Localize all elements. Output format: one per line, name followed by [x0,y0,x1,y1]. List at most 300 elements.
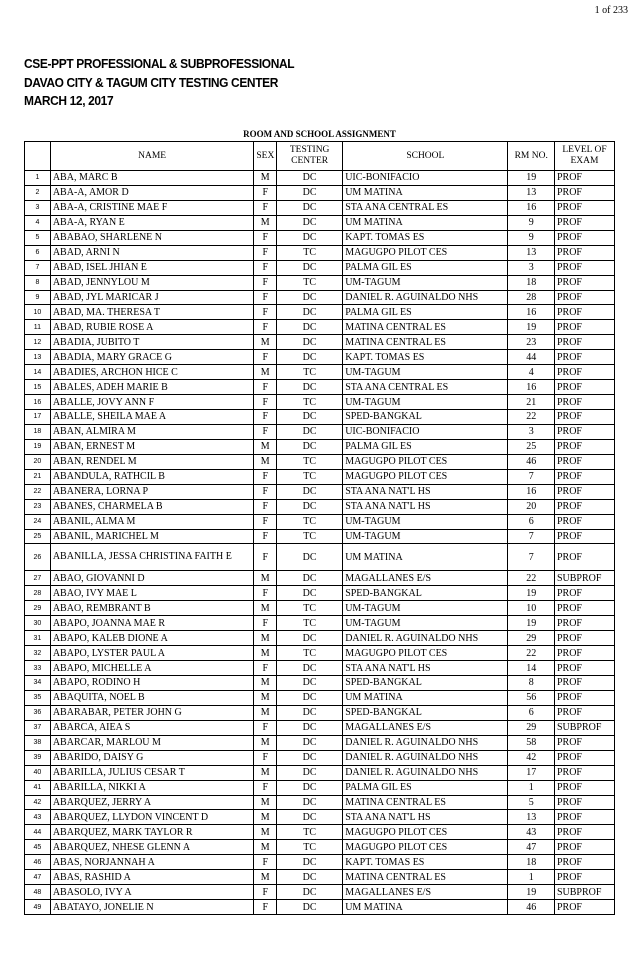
cell-center: DC [277,320,343,335]
table-row [25,245,615,260]
cell-room: 1 [508,780,554,795]
cell-center: DC [277,290,343,305]
table-row [25,544,615,571]
cell-name: ABAN, RENDEL M [50,454,254,469]
cell-number: 36 [25,705,51,720]
cell-school: SPED-BANGKAL [343,586,508,601]
table-row [25,484,615,499]
table-row [25,529,615,544]
cell-room: 9 [508,230,554,245]
cell-sex: F [254,529,277,544]
table-row [25,690,615,705]
table-row [25,810,615,825]
cell-name: ABAO, GIOVANNI D [50,571,254,586]
cell-name: ABARILLA, NIKKI A [50,780,254,795]
cell-number: 40 [25,765,51,780]
cell-sex: F [254,750,277,765]
cell-name: ABAD, ISEL JHIAN E [50,260,254,275]
cell-level: PROF [554,529,614,544]
table-row [25,275,615,290]
cell-school: MATINA CENTRAL ES [343,335,508,350]
cell-name: ABASOLO, IVY A [50,885,254,900]
table-row [25,171,615,186]
cell-number: 42 [25,795,51,810]
cell-sex: F [254,586,277,601]
cell-number: 18 [25,424,51,439]
cell-number: 24 [25,514,51,529]
cell-room: 19 [508,616,554,631]
cell-sex: M [254,840,277,855]
cell-name: ABAPO, LYSTER PAUL A [50,646,254,661]
cell-school: UM-TAGUM [343,514,508,529]
cell-center: DC [277,631,343,646]
cell-room: 44 [508,350,554,365]
cell-name: ABANILLA, JESSA CHRISTINA FAITH E [50,544,254,571]
cell-center: DC [277,870,343,885]
table-row [25,825,615,840]
table-row [25,855,615,870]
cell-number: 7 [25,260,51,275]
cell-center: DC [277,260,343,275]
cell-name: ABARILLA, JULIUS CESAR T [50,765,254,780]
header-date-line: MARCH 12, 2017 [24,93,114,108]
cell-level: PROF [554,484,614,499]
cell-level: PROF [554,616,614,631]
cell-level: PROF [554,380,614,395]
table-row [25,200,615,215]
cell-room: 29 [508,631,554,646]
cell-sex: F [254,469,277,484]
cell-number: 10 [25,305,51,320]
cell-name: ABAD, RUBIE ROSE A [50,320,254,335]
cell-school: UM-TAGUM [343,275,508,290]
cell-name: ABARABAR, PETER JOHN G [50,705,254,720]
table-header-row [25,142,615,171]
cell-sex: F [254,380,277,395]
cell-sex: M [254,439,277,454]
cell-name: ABA-A, AMOR D [50,185,254,200]
table-row [25,365,615,380]
cell-sex: M [254,646,277,661]
cell-name: ABAPO, MICHELLE A [50,661,254,676]
table-row [25,395,615,410]
cell-room: 14 [508,661,554,676]
cell-sex: M [254,870,277,885]
cell-level: PROF [554,601,614,616]
cell-sex: F [254,780,277,795]
cell-number: 14 [25,365,51,380]
cell-level: SUBPROF [554,720,614,735]
page-number: 1 of 233 [594,5,628,16]
cell-school: MAGALLANES E/S [343,720,508,735]
cell-room: 58 [508,735,554,750]
cell-center: TC [277,825,343,840]
cell-room: 29 [508,720,554,735]
cell-name: ABAD, ARNI N [50,245,254,260]
cell-room: 21 [508,395,554,410]
table-row [25,676,615,691]
cell-sex: F [254,290,277,305]
cell-school: KAPT. TOMAS ES [343,230,508,245]
cell-number: 15 [25,380,51,395]
cell-number: 26 [25,544,51,571]
cell-center: DC [277,586,343,601]
cell-level: PROF [554,690,614,705]
cell-school: PALMA GIL ES [343,439,508,454]
cell-room: 16 [508,305,554,320]
cell-school: DANIEL R. AGUINALDO NHS [343,631,508,646]
cell-center: TC [277,616,343,631]
cell-level: PROF [554,870,614,885]
cell-name: ABALLE, SHEILA MAE A [50,410,254,425]
cell-center: DC [277,215,343,230]
cell-number: 1 [25,171,51,186]
cell-school: DANIEL R. AGUINALDO NHS [343,290,508,305]
cell-room: 1 [508,870,554,885]
cell-center: TC [277,840,343,855]
cell-room: 28 [508,290,554,305]
cell-level: PROF [554,395,614,410]
header-name: NAME [50,142,254,171]
cell-number: 11 [25,320,51,335]
cell-school: STA ANA CENTRAL ES [343,200,508,215]
cell-room: 22 [508,410,554,425]
cell-room: 17 [508,765,554,780]
cell-level: PROF [554,260,614,275]
cell-number: 30 [25,616,51,631]
cell-level: PROF [554,810,614,825]
cell-level: SUBPROF [554,885,614,900]
cell-name: ABAN, ALMIRA M [50,424,254,439]
table-row [25,885,615,900]
cell-sex: M [254,571,277,586]
cell-level: PROF [554,185,614,200]
cell-name: ABAQUITA, NOEL B [50,690,254,705]
cell-school: MAGUGPO PILOT CES [343,840,508,855]
cell-level: PROF [554,499,614,514]
cell-sex: M [254,215,277,230]
cell-school: MAGUGPO PILOT CES [343,646,508,661]
cell-number: 35 [25,690,51,705]
header-room-number: RM NO. [508,142,554,171]
cell-center: TC [277,529,343,544]
cell-level: PROF [554,544,614,571]
cell-sex: M [254,631,277,646]
cell-sex: F [254,185,277,200]
table-row [25,586,615,601]
cell-level: PROF [554,230,614,245]
cell-number: 41 [25,780,51,795]
cell-name: ABAPO, RODINO H [50,676,254,691]
cell-level: PROF [554,705,614,720]
cell-sex: F [254,616,277,631]
table-row [25,735,615,750]
cell-sex: F [254,855,277,870]
cell-room: 13 [508,185,554,200]
cell-center: TC [277,646,343,661]
cell-number: 31 [25,631,51,646]
table-row [25,616,615,631]
cell-school: UM-TAGUM [343,616,508,631]
cell-center: TC [277,275,343,290]
cell-school: MAGUGPO PILOT CES [343,469,508,484]
cell-school: UM-TAGUM [343,601,508,616]
cell-number: 47 [25,870,51,885]
cell-name: ABAPO, KALEB DIONE A [50,631,254,646]
cell-level: SUBPROF [554,571,614,586]
cell-room: 56 [508,690,554,705]
cell-level: PROF [554,320,614,335]
cell-room: 5 [508,795,554,810]
cell-number: 38 [25,735,51,750]
cell-level: PROF [554,735,614,750]
table-row [25,469,615,484]
header-title-line: CSE-PPT PROFESSIONAL & SUBPROFESSIONAL [24,56,295,71]
cell-number: 13 [25,350,51,365]
cell-level: PROF [554,305,614,320]
cell-center: DC [277,900,343,915]
cell-name: ABAD, MA. THERESA T [50,305,254,320]
cell-room: 7 [508,469,554,484]
cell-sex: M [254,335,277,350]
cell-name: ABALES, ADEH MARIE B [50,380,254,395]
cell-level: PROF [554,365,614,380]
cell-number: 48 [25,885,51,900]
cell-school: MATINA CENTRAL ES [343,870,508,885]
cell-level: PROF [554,410,614,425]
cell-school: DANIEL R. AGUINALDO NHS [343,735,508,750]
cell-center: DC [277,690,343,705]
cell-name: ABAO, REMBRANT B [50,601,254,616]
cell-school: MAGUGPO PILOT CES [343,245,508,260]
cell-sex: F [254,245,277,260]
cell-level: PROF [554,855,614,870]
cell-room: 7 [508,544,554,571]
cell-room: 13 [508,810,554,825]
cell-level: PROF [554,825,614,840]
cell-number: 20 [25,454,51,469]
cell-room: 16 [508,380,554,395]
cell-name: ABAO, IVY MAE L [50,586,254,601]
cell-school: MATINA CENTRAL ES [343,795,508,810]
cell-school: DANIEL R. AGUINALDO NHS [343,750,508,765]
cell-sex: M [254,454,277,469]
cell-school: STA ANA NAT'L HS [343,484,508,499]
table-caption: ROOM AND SCHOOL ASSIGNMENT [243,129,396,139]
cell-center: TC [277,514,343,529]
cell-name: ABARCAR, MARLOU M [50,735,254,750]
header-level-of-exam: LEVEL OF EXAM [554,142,614,171]
table-row [25,780,615,795]
cell-name: ABADIA, JUBITO T [50,335,254,350]
table-row [25,320,615,335]
cell-room: 42 [508,750,554,765]
cell-level: PROF [554,469,614,484]
table-row [25,260,615,275]
cell-center: DC [277,230,343,245]
cell-school: UM-TAGUM [343,395,508,410]
cell-center: DC [277,171,343,186]
cell-level: PROF [554,795,614,810]
cell-number: 16 [25,395,51,410]
cell-sex: F [254,395,277,410]
cell-name: ABAS, NORJANNAH A [50,855,254,870]
cell-level: PROF [554,631,614,646]
table-row [25,230,615,245]
cell-room: 43 [508,825,554,840]
table-row [25,705,615,720]
table-row [25,514,615,529]
cell-number: 3 [25,200,51,215]
cell-school: UM MATINA [343,900,508,915]
cell-center: TC [277,469,343,484]
cell-sex: F [254,305,277,320]
cell-room: 13 [508,245,554,260]
header-center-line: DAVAO CITY & TAGUM CITY TESTING CENTER [24,74,279,90]
cell-room: 3 [508,260,554,275]
cell-sex: F [254,544,277,571]
cell-level: PROF [554,765,614,780]
cell-school: STA ANA NAT'L HS [343,499,508,514]
cell-name: ABARQUEZ, MARK TAYLOR R [50,825,254,840]
cell-number: 22 [25,484,51,499]
cell-room: 16 [508,484,554,499]
cell-number: 32 [25,646,51,661]
cell-number: 27 [25,571,51,586]
cell-center: DC [277,185,343,200]
cell-school: UIC-BONIFACIO [343,424,508,439]
cell-name: ABARQUEZ, NHESE GLENN A [50,840,254,855]
cell-name: ABALLE, JOVY ANN F [50,395,254,410]
cell-school: STA ANA NAT'L HS [343,810,508,825]
table-row [25,661,615,676]
cell-room: 9 [508,215,554,230]
table-row [25,380,615,395]
cell-room: 23 [508,335,554,350]
cell-center: DC [277,720,343,735]
table-row [25,350,615,365]
cell-center: DC [277,380,343,395]
cell-center: DC [277,780,343,795]
cell-center: TC [277,395,343,410]
cell-center: DC [277,200,343,215]
cell-name: ABANES, CHARMELA B [50,499,254,514]
table-row [25,454,615,469]
cell-sex: F [254,499,277,514]
cell-sex: M [254,765,277,780]
cell-room: 4 [508,365,554,380]
table-row [25,720,615,735]
cell-center: DC [277,410,343,425]
cell-sex: M [254,676,277,691]
cell-sex: F [254,484,277,499]
cell-room: 3 [508,424,554,439]
cell-level: PROF [554,840,614,855]
cell-name: ABAPO, JOANNA MAE R [50,616,254,631]
cell-number: 6 [25,245,51,260]
table-row [25,840,615,855]
cell-room: 46 [508,900,554,915]
cell-center: DC [277,544,343,571]
cell-school: MAGALLANES E/S [343,571,508,586]
cell-room: 10 [508,601,554,616]
cell-sex: M [254,795,277,810]
cell-number: 25 [25,529,51,544]
cell-name: ABAD, JENNYLOU M [50,275,254,290]
cell-center: TC [277,365,343,380]
cell-level: PROF [554,350,614,365]
cell-center: DC [277,305,343,320]
cell-level: PROF [554,586,614,601]
cell-school: MAGUGPO PILOT CES [343,454,508,469]
cell-level: PROF [554,454,614,469]
cell-name: ABADIA, MARY GRACE G [50,350,254,365]
cell-number: 39 [25,750,51,765]
cell-level: PROF [554,900,614,915]
cell-name: ABA-A, RYAN E [50,215,254,230]
cell-sex: M [254,601,277,616]
cell-name: ABARIDO, DAISY G [50,750,254,765]
cell-level: PROF [554,275,614,290]
cell-name: ABANIL, MARICHEL M [50,529,254,544]
cell-number: 43 [25,810,51,825]
cell-room: 6 [508,514,554,529]
table-row [25,601,615,616]
table-row [25,631,615,646]
cell-number: 37 [25,720,51,735]
cell-school: PALMA GIL ES [343,780,508,795]
cell-room: 19 [508,885,554,900]
cell-school: PALMA GIL ES [343,260,508,275]
cell-school: SPED-BANGKAL [343,676,508,691]
cell-number: 29 [25,601,51,616]
header-number [25,142,51,171]
cell-name: ABAS, RASHID A [50,870,254,885]
cell-level: PROF [554,290,614,305]
document-header [24,55,294,111]
cell-sex: M [254,690,277,705]
cell-name: ABADIES, ARCHON HICE C [50,365,254,380]
table-row [25,439,615,454]
cell-school: UM MATINA [343,544,508,571]
cell-center: DC [277,676,343,691]
cell-room: 19 [508,320,554,335]
cell-room: 46 [508,454,554,469]
cell-name: ABARQUEZ, LLYDON VINCENT D [50,810,254,825]
cell-school: MATINA CENTRAL ES [343,320,508,335]
cell-school: UIC-BONIFACIO [343,171,508,186]
cell-number: 21 [25,469,51,484]
cell-school: KAPT. TOMAS ES [343,855,508,870]
cell-sex: F [254,410,277,425]
cell-number: 12 [25,335,51,350]
cell-sex: M [254,735,277,750]
cell-name: ABAN, ERNEST M [50,439,254,454]
cell-room: 18 [508,855,554,870]
table-row [25,765,615,780]
cell-room: 22 [508,571,554,586]
cell-center: DC [277,855,343,870]
cell-number: 34 [25,676,51,691]
cell-number: 33 [25,661,51,676]
cell-name: ABA-A, CRISTINE MAE F [50,200,254,215]
cell-school: STA ANA CENTRAL ES [343,380,508,395]
cell-name: ABABAO, SHARLENE N [50,230,254,245]
cell-number: 4 [25,215,51,230]
cell-center: DC [277,810,343,825]
table-row [25,185,615,200]
cell-sex: F [254,275,277,290]
